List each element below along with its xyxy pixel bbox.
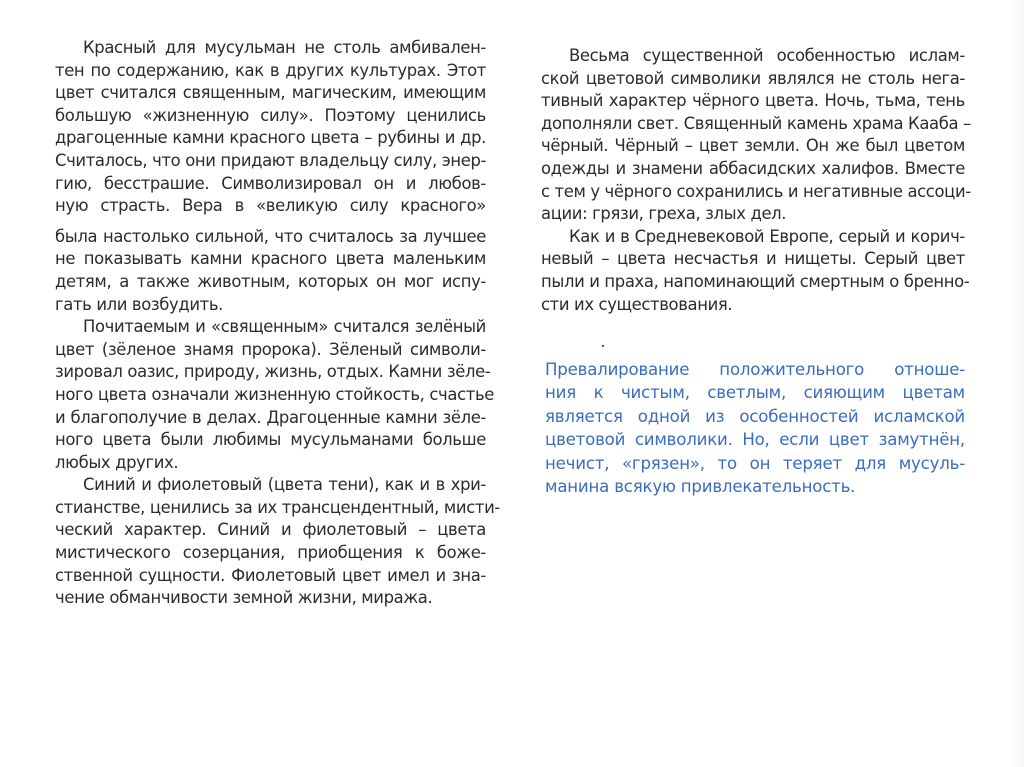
text-line: Как и в Средневековой Европе, серый и корич-	[569, 226, 965, 246]
paragraph-green	[55, 316, 494, 474]
text-line: ческий характер. Синий и фиолетовый – цвета	[55, 520, 486, 540]
text-line: чение обманчивости земной жизни, миража.	[55, 588, 433, 608]
stray-dot	[602, 345, 604, 347]
highlight-line: Превалирование положительного отноше-	[545, 360, 965, 379]
highlight-line: ния к чистым, светлым, сияющим цветам	[545, 383, 965, 403]
text-line: и благополучие в делах. Драгоценные камни зёле-	[55, 407, 486, 427]
highlight-line: цветовой символики. Но, если цвет замутнён,	[545, 430, 965, 450]
text-line: одежды и знамени аббасидских халифов. Вместе	[541, 158, 965, 178]
text-line: с тем у чёрного сохранились и негативные ассоци-	[541, 181, 971, 201]
text-line: гию, бесстрашие. Символизировал он и любов-	[55, 173, 486, 193]
text-line: Красный для мусульман не столь амбивален-	[83, 38, 486, 57]
text-line: Весьма существенной особенностью ислам-	[569, 46, 965, 65]
text-line: драгоценные камни красного цвета – рубины и др.	[55, 128, 486, 148]
paragraph-blue-violet	[55, 474, 500, 610]
text-line: ской цветовой символики являлся не столь нега-	[541, 68, 965, 88]
text-line: зировал оазис, природу, жизнь, отдых. Камни зёле-	[55, 362, 491, 382]
highlight-line: манина всякую привлекательность.	[545, 476, 856, 496]
paragraph-red	[55, 37, 486, 316]
highlight-block	[545, 358, 965, 498]
highlight-line: нечист, «грязен», то он теряет для мусуль-	[545, 453, 965, 473]
text-line: детям, а также животным, которых он мог испу-	[55, 271, 486, 291]
text-line: гать или возбудить.	[55, 294, 224, 314]
text-line: Считалось, что они придают владельцу силу, энер-	[55, 150, 487, 170]
text-line: не показывать камни красного цвета маленьким	[55, 249, 486, 269]
text-line: ного цвета означали жизненную стойкость, счастье	[55, 384, 494, 404]
text-line: невый – цвета несчастья и нищеты. Серый цвет	[541, 249, 965, 269]
text-line: тивный характер чёрного цвета. Ночь, тьма, тень	[541, 91, 965, 111]
text-line: пыли и праха, напоминающий смертным о бренно-	[541, 271, 970, 291]
text-line: цвет (зёленое знамя пророка). Зёленый символи-	[55, 339, 486, 359]
left-column	[55, 37, 500, 610]
text-line: большую «жизненную силу». Поэтому ценились	[55, 105, 486, 125]
text-line: тен по содержанию, как в других культурах. Этот	[55, 60, 486, 80]
page-break-gap	[55, 218, 486, 226]
text-line: ации: грязи, греха, злых дел.	[541, 204, 787, 224]
text-line: ственной сущности. Фиолетовый цвет имел и зна-	[55, 565, 486, 585]
text-line: мистического созерцания, приобщения к боже-	[55, 543, 486, 563]
paragraph-gray-brown	[541, 226, 970, 316]
paragraph-black	[541, 45, 971, 226]
text-line: цвет считался священным, магическим, имеющим	[55, 83, 486, 103]
text-line: ную страсть. Вера в «великую силу красного»	[55, 196, 486, 216]
text-line: ного цвета были любимы мусульманами больше	[55, 430, 486, 450]
right-column	[541, 45, 971, 316]
page-edge-shadow	[1012, 0, 1024, 767]
text-line: была настолько сильной, что считалось за лучшее	[55, 226, 486, 246]
text-line: стианстве, ценились за их трансцендентный, мисти-	[55, 497, 500, 517]
text-line: чёрный. Чёрный – цвет земли. Он же был цветом	[541, 136, 965, 156]
text-line: Синий и фиолетовый (цвета тени), как и в хри-	[83, 475, 486, 495]
text-line: дополняли свет. Священный камень храма Кааба –	[541, 113, 971, 133]
highlight-line: является одной из особенностей исламской	[545, 406, 965, 426]
text-line: сти их существования.	[541, 294, 733, 314]
text-line: Почитаемым и «священным» считался зелёный	[83, 317, 486, 337]
text-line: любых других.	[55, 452, 179, 472]
